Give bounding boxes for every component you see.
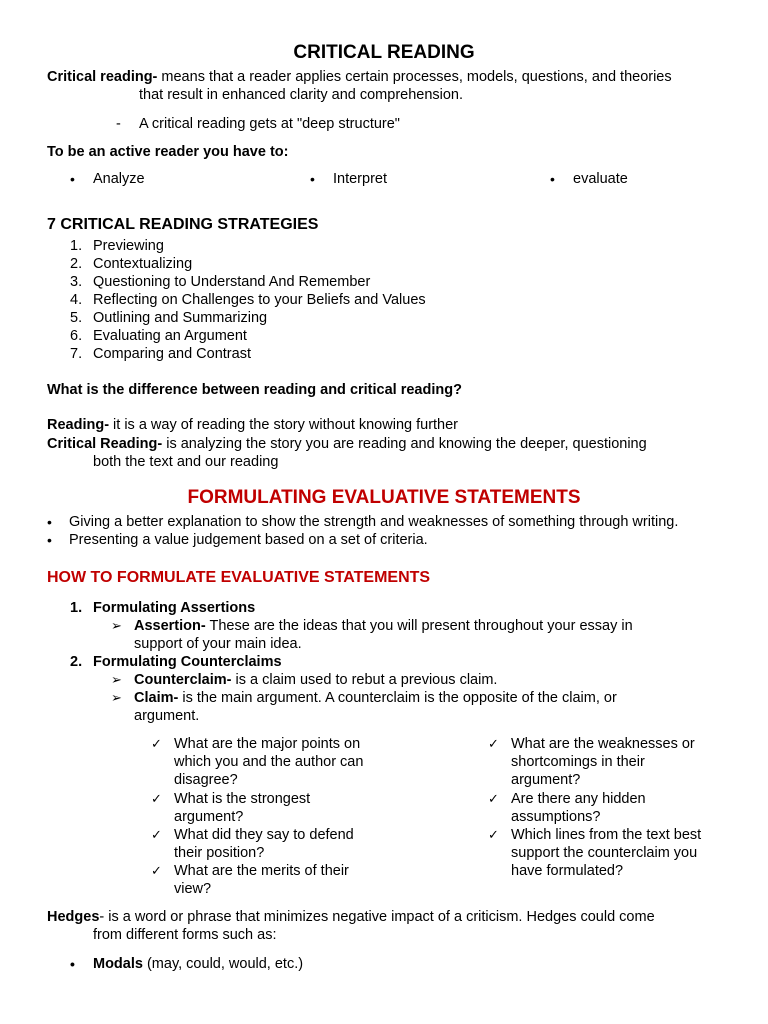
- check-icon: ✓: [151, 827, 162, 842]
- hedges-text-1: - is a word or phrase that minimizes negative impact of a criticism. Hedges could come: [99, 909, 655, 925]
- checklist-left-3-line-1: What did they say to defend: [174, 827, 354, 843]
- page-title: CRITICAL READING: [293, 42, 475, 63]
- strategies-heading: 7 CRITICAL READING STRATEGIES: [47, 216, 319, 233]
- hedges-term: Hedges: [47, 909, 100, 925]
- definition-term: Critical reading-: [47, 69, 158, 85]
- arrow-bullet-icon: ➢: [111, 618, 122, 633]
- checklist-right-1-line-3: argument?: [511, 772, 581, 788]
- check-icon: ✓: [151, 736, 162, 751]
- strategy-num: 3.: [70, 274, 83, 290]
- strategy-item: Questioning to Understand And Remember: [93, 274, 371, 290]
- counterclaim-term: Counterclaim-: [134, 672, 232, 688]
- assertion-line-1: [134, 617, 633, 635]
- active-item-interpret: Interpret: [333, 171, 387, 187]
- counterclaim-text: is a claim used to rebut a previous claim.: [231, 672, 498, 688]
- strategy-item: Outlining and Summarizing: [93, 310, 268, 326]
- critical-reading-text-2: both the text and our reading: [93, 454, 279, 470]
- strategy-num: 7.: [70, 346, 83, 362]
- checklist-right-1-line-1: What are the weaknesses or: [511, 736, 695, 752]
- bullet-icon: •: [550, 171, 555, 187]
- item-num: 2.: [70, 654, 83, 670]
- formulating-bullet-1: Giving a better explanation to show the strength and weaknesses of something through writing.: [69, 514, 679, 530]
- critical-reading-text-1: is analyzing the story you are reading and knowing the deeper, questioning: [162, 436, 647, 452]
- checklist-left-4-line-1: What are the merits of their: [174, 863, 349, 879]
- item-num: 1.: [70, 600, 83, 616]
- formulating-counterclaims-label: Formulating Counterclaims: [93, 654, 282, 670]
- strategy-num: 6.: [70, 328, 83, 344]
- checklist-right-3-line-3: have formulated?: [511, 863, 624, 879]
- modals-line: [93, 955, 303, 973]
- formulating-bullet-2: Presenting a value judgement based on a set of criteria.: [69, 532, 428, 548]
- claim-text-1: is the main argument. A counterclaim is the opposite of the claim, or: [178, 690, 617, 706]
- checklist-right-2-line-2: assumptions?: [511, 809, 601, 825]
- definition-text-1: means that a reader applies certain processes, models, questions, and theories: [157, 69, 672, 85]
- arrow-bullet-icon: ➢: [111, 690, 122, 705]
- checklist-right-3-line-2: support the counterclaim you: [511, 845, 698, 861]
- reading-definition: [47, 416, 458, 434]
- check-icon: ✓: [488, 827, 499, 842]
- checklist-left-1-line-2: which you and the author can: [174, 754, 364, 770]
- bullet-icon: •: [70, 171, 75, 187]
- active-item-analyze: Analyze: [93, 171, 145, 187]
- hedges-text-2: from different forms such as:: [93, 927, 277, 943]
- how-to-heading: HOW TO FORMULATE EVALUATIVE STATEMENTS: [47, 569, 431, 586]
- bullet-icon: •: [70, 956, 75, 972]
- reading-text: it is a way of reading the story without knowing further: [109, 417, 459, 433]
- strategy-item: Previewing: [93, 238, 164, 254]
- deep-structure-text: A critical reading gets at "deep structure": [139, 116, 400, 132]
- definition-text-2: that result in enhanced clarity and comprehension.: [139, 87, 464, 103]
- check-icon: ✓: [488, 791, 499, 806]
- assertion-term: Assertion-: [134, 618, 206, 634]
- assertion-text-1: These are the ideas that you will present throughout your essay in: [205, 618, 633, 634]
- active-item-evaluate: evaluate: [573, 171, 628, 187]
- modals-text: (may, could, would, etc.): [142, 956, 304, 972]
- checklist-left-2-line-2: argument?: [174, 809, 244, 825]
- formulating-assertions-label: Formulating Assertions: [93, 600, 256, 616]
- bullet-icon: •: [310, 171, 315, 187]
- assertion-text-2: support of your main idea.: [134, 636, 302, 652]
- strategy-num: 4.: [70, 292, 83, 308]
- counterclaim-line: [134, 671, 497, 689]
- checklist-left-3-line-2: their position?: [174, 845, 265, 861]
- hedges-line-1: [47, 908, 655, 926]
- strategy-num: 5.: [70, 310, 83, 326]
- strategy-item: Contextualizing: [93, 256, 193, 272]
- checklist-left-1-line-3: disagree?: [174, 772, 238, 788]
- modals-term: Modals: [93, 956, 143, 972]
- check-icon: ✓: [488, 736, 499, 751]
- bullet-icon: •: [47, 514, 52, 530]
- strategy-num: 2.: [70, 256, 83, 272]
- strategy-item: Reflecting on Challenges to your Beliefs and Values: [93, 292, 426, 308]
- strategy-item: Evaluating an Argument: [93, 328, 247, 344]
- claim-term: Claim-: [134, 690, 179, 706]
- critical-reading-definition: [47, 435, 647, 453]
- reading-term: Reading-: [47, 417, 110, 433]
- bullet-icon: •: [47, 532, 52, 548]
- dash-marker: -: [116, 116, 121, 132]
- checklist-left-1-line-1: What are the major points on: [174, 736, 361, 752]
- checklist-right-3-line-1: Which lines from the text best: [511, 827, 702, 843]
- arrow-bullet-icon: ➢: [111, 672, 122, 687]
- checklist-right-2-line-1: Are there any hidden: [511, 791, 646, 807]
- check-icon: ✓: [151, 791, 162, 806]
- claim-line-1: [134, 689, 617, 707]
- claim-text-2: argument.: [134, 708, 200, 724]
- check-icon: ✓: [151, 863, 162, 878]
- checklist-left-4-line-2: view?: [174, 881, 212, 897]
- checklist-right-1-line-2: shortcomings in their: [511, 754, 645, 770]
- difference-question: What is the difference between reading and critical reading?: [47, 382, 462, 398]
- checklist-left-2-line-1: What is the strongest: [174, 791, 311, 807]
- critical-reading-term: Critical Reading-: [47, 436, 163, 452]
- definition-line-1: [47, 68, 672, 86]
- active-reader-heading: To be an active reader you have to:: [47, 144, 289, 160]
- strategy-item: Comparing and Contrast: [93, 346, 251, 362]
- formulating-heading: FORMULATING EVALUATIVE STATEMENTS: [187, 487, 581, 508]
- strategy-num: 1.: [70, 238, 83, 254]
